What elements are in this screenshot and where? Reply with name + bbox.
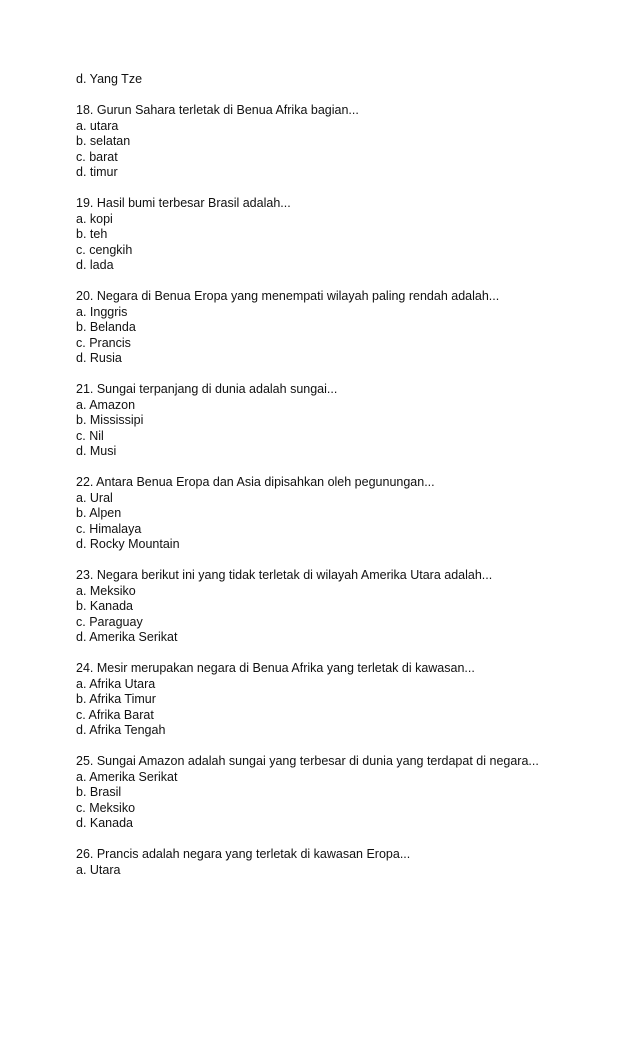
question-block bbox=[76, 475, 596, 553]
answer-option: a. Amerika Serikat bbox=[76, 769, 178, 784]
answer-option: d. Amerika Serikat bbox=[76, 630, 178, 644]
question-block bbox=[76, 289, 596, 367]
question-text: 21. Sungai terpanjang di dunia adalah sungai... bbox=[76, 382, 338, 396]
answer-option: a. Ural bbox=[76, 490, 113, 505]
answer-option: a. Afrika Utara bbox=[76, 676, 156, 691]
answer-option: c. Afrika Barat bbox=[76, 707, 154, 722]
answer-option: d. Afrika Tengah bbox=[76, 723, 166, 737]
answer-option: d. Kanada bbox=[76, 816, 133, 830]
answer-option: d. Rusia bbox=[76, 351, 122, 365]
answer-option: c. barat bbox=[76, 149, 118, 164]
answer-option: c. Paraguay bbox=[76, 614, 143, 629]
answer-option: b. Brasil bbox=[76, 785, 122, 799]
question-block bbox=[76, 754, 596, 832]
question-block bbox=[76, 103, 596, 181]
question-block bbox=[76, 568, 596, 646]
question-block bbox=[76, 847, 596, 878]
answer-option: b. Afrika Timur bbox=[76, 692, 156, 706]
answer-option: a. Meksiko bbox=[76, 583, 136, 598]
answer-option: c. Prancis bbox=[76, 335, 131, 350]
answer-option: b. teh bbox=[76, 227, 108, 241]
answer-option: c. cengkih bbox=[76, 242, 133, 257]
answer-option: d. timur bbox=[76, 165, 118, 179]
answer-option: a. kopi bbox=[76, 211, 113, 226]
answer-option: b. Belanda bbox=[76, 320, 136, 334]
answer-option: a. Amazon bbox=[76, 397, 136, 412]
leading-option: d. Yang Tze bbox=[76, 72, 143, 86]
answer-option: d. Rocky Mountain bbox=[76, 537, 180, 551]
answer-option: c. Nil bbox=[76, 428, 104, 443]
question-text: 20. Negara di Benua Eropa yang menempati wilayah paling rendah adalah... bbox=[76, 289, 500, 303]
question-text: 18. Gurun Sahara terletak di Benua Afrika bagian... bbox=[76, 103, 359, 117]
question-text: 25. Sungai Amazon adalah sungai yang terbesar di dunia yang terdapat di negara... bbox=[76, 754, 539, 768]
answer-option: b. Kanada bbox=[76, 599, 133, 613]
question-block bbox=[76, 196, 596, 274]
question-text: 24. Mesir merupakan negara di Benua Afrika yang terletak di kawasan... bbox=[76, 661, 475, 675]
answer-option: a. Inggris bbox=[76, 304, 128, 319]
answer-option: a. Utara bbox=[76, 862, 121, 877]
answer-option: c. Himalaya bbox=[76, 521, 142, 536]
answer-option: d. Musi bbox=[76, 444, 117, 458]
quiz-content bbox=[76, 72, 596, 878]
answer-option: d. lada bbox=[76, 258, 114, 272]
question-text: 26. Prancis adalah negara yang terletak di kawasan Eropa... bbox=[76, 847, 411, 861]
answer-option: b. Alpen bbox=[76, 506, 122, 520]
question-block bbox=[76, 661, 596, 739]
answer-option: b. selatan bbox=[76, 134, 131, 148]
question-block bbox=[76, 382, 596, 460]
answer-option: c. Meksiko bbox=[76, 800, 136, 815]
question-text: 23. Negara berikut ini yang tidak terletak di wilayah Amerika Utara adalah... bbox=[76, 568, 493, 582]
answer-option: b. Mississipi bbox=[76, 413, 144, 427]
question-text: 19. Hasil bumi terbesar Brasil adalah... bbox=[76, 196, 291, 210]
answer-option: a. utara bbox=[76, 118, 119, 133]
question-text: 22. Antara Benua Eropa dan Asia dipisahkan oleh pegunungan... bbox=[76, 475, 435, 489]
